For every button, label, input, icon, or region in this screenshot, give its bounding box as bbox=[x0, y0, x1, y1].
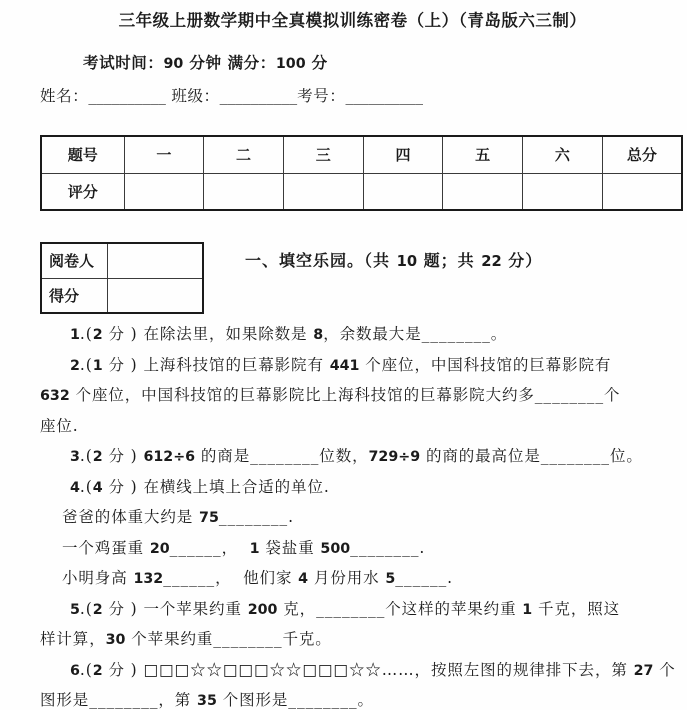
score-header-cell: 五 bbox=[443, 136, 523, 173]
grader-row bbox=[41, 243, 203, 278]
examno-blank: __________ bbox=[345, 87, 423, 105]
question-line: 1.(2 分 ) 在除法里，如果除数是 8，余数最大是________。 bbox=[70, 325, 508, 343]
score-header-cell: 总分 bbox=[602, 136, 682, 173]
score-cell bbox=[124, 173, 204, 210]
question-line: 2.(1 分 ) 上海科技馆的巨幕影院有 441 个座位，中国科技馆的巨幕影院有 bbox=[70, 355, 612, 374]
question-line: 632 个座位，中国科技馆的巨幕影院比上海科技馆的巨幕影院大约多________个 bbox=[40, 386, 621, 404]
score-summary-table bbox=[40, 135, 683, 211]
grader-section bbox=[40, 242, 665, 316]
score-cell bbox=[602, 173, 682, 210]
score-header-cell: 二 bbox=[204, 136, 284, 173]
examno-label: 考号： bbox=[297, 87, 346, 105]
question-line: 图形是________，第 35 个图形是________。 bbox=[40, 691, 374, 709]
score-row-label: 评分 bbox=[41, 173, 124, 210]
score-table-score-row bbox=[41, 173, 682, 210]
grader-value-cell bbox=[107, 243, 203, 278]
question-line: 爸爸的体重大约是 75________. bbox=[62, 508, 294, 526]
score-cell bbox=[363, 173, 443, 210]
section-one-heading: 一、填空乐园。（共 10 题；共 22 分） bbox=[245, 251, 543, 270]
score-cell bbox=[443, 173, 523, 210]
question-line: 6.(2 分 ) □□□☆☆□□□☆☆□□□☆☆……，按照左图的规律排下去，第 27 个 bbox=[70, 660, 676, 679]
score-header-cell: 一 bbox=[124, 136, 204, 173]
score-header-cell: 四 bbox=[363, 136, 443, 173]
class-blank: __________ bbox=[219, 87, 298, 105]
score-cell bbox=[523, 173, 603, 210]
score-table-header-row bbox=[41, 136, 682, 173]
question-line: 一个鸡蛋重 20______， 1 袋盐重 500________. bbox=[62, 538, 426, 557]
score-value-cell bbox=[107, 278, 203, 313]
student-info-line bbox=[40, 86, 665, 107]
name-blank: __________ bbox=[88, 87, 166, 105]
grader-label: 阅卷人 bbox=[41, 243, 107, 278]
score-label: 得分 bbox=[41, 278, 107, 313]
page-title: 三年级上册数学期中全真模拟训练密卷（上）（青岛版六三制） bbox=[118, 11, 587, 30]
score-cell bbox=[204, 173, 284, 210]
score-cell bbox=[283, 173, 363, 210]
score-row bbox=[41, 278, 203, 313]
question-line: 样计算，30 个苹果约重________千克。 bbox=[40, 630, 332, 648]
question-line: 3.(2 分 ) 612÷6 的商是________位数，729÷9 的商的最高位是________位。 bbox=[70, 447, 643, 465]
score-header-cell: 六 bbox=[523, 136, 603, 173]
exam-info-line: 考试时间：90 分钟 满分：100 分 bbox=[83, 53, 328, 72]
score-header-cell: 三 bbox=[283, 136, 363, 173]
question-line: 小明身高 132______， 他们家 4 月份用水 5______. bbox=[62, 569, 454, 587]
class-label: 班级： bbox=[165, 87, 220, 105]
name-label: 姓名： bbox=[40, 87, 89, 105]
question-line: 5.(2 分 ) 一个苹果约重 200 克，________个这样的苹果约重 1 千克，照这 bbox=[70, 599, 621, 618]
question-list bbox=[40, 319, 676, 710]
score-header-cell: 题号 bbox=[41, 136, 124, 173]
question-line: 座位. bbox=[40, 416, 79, 435]
question-line: 4.(4 分 ) 在横线上填上合适的单位. bbox=[70, 477, 330, 496]
grader-score-table bbox=[40, 242, 204, 314]
